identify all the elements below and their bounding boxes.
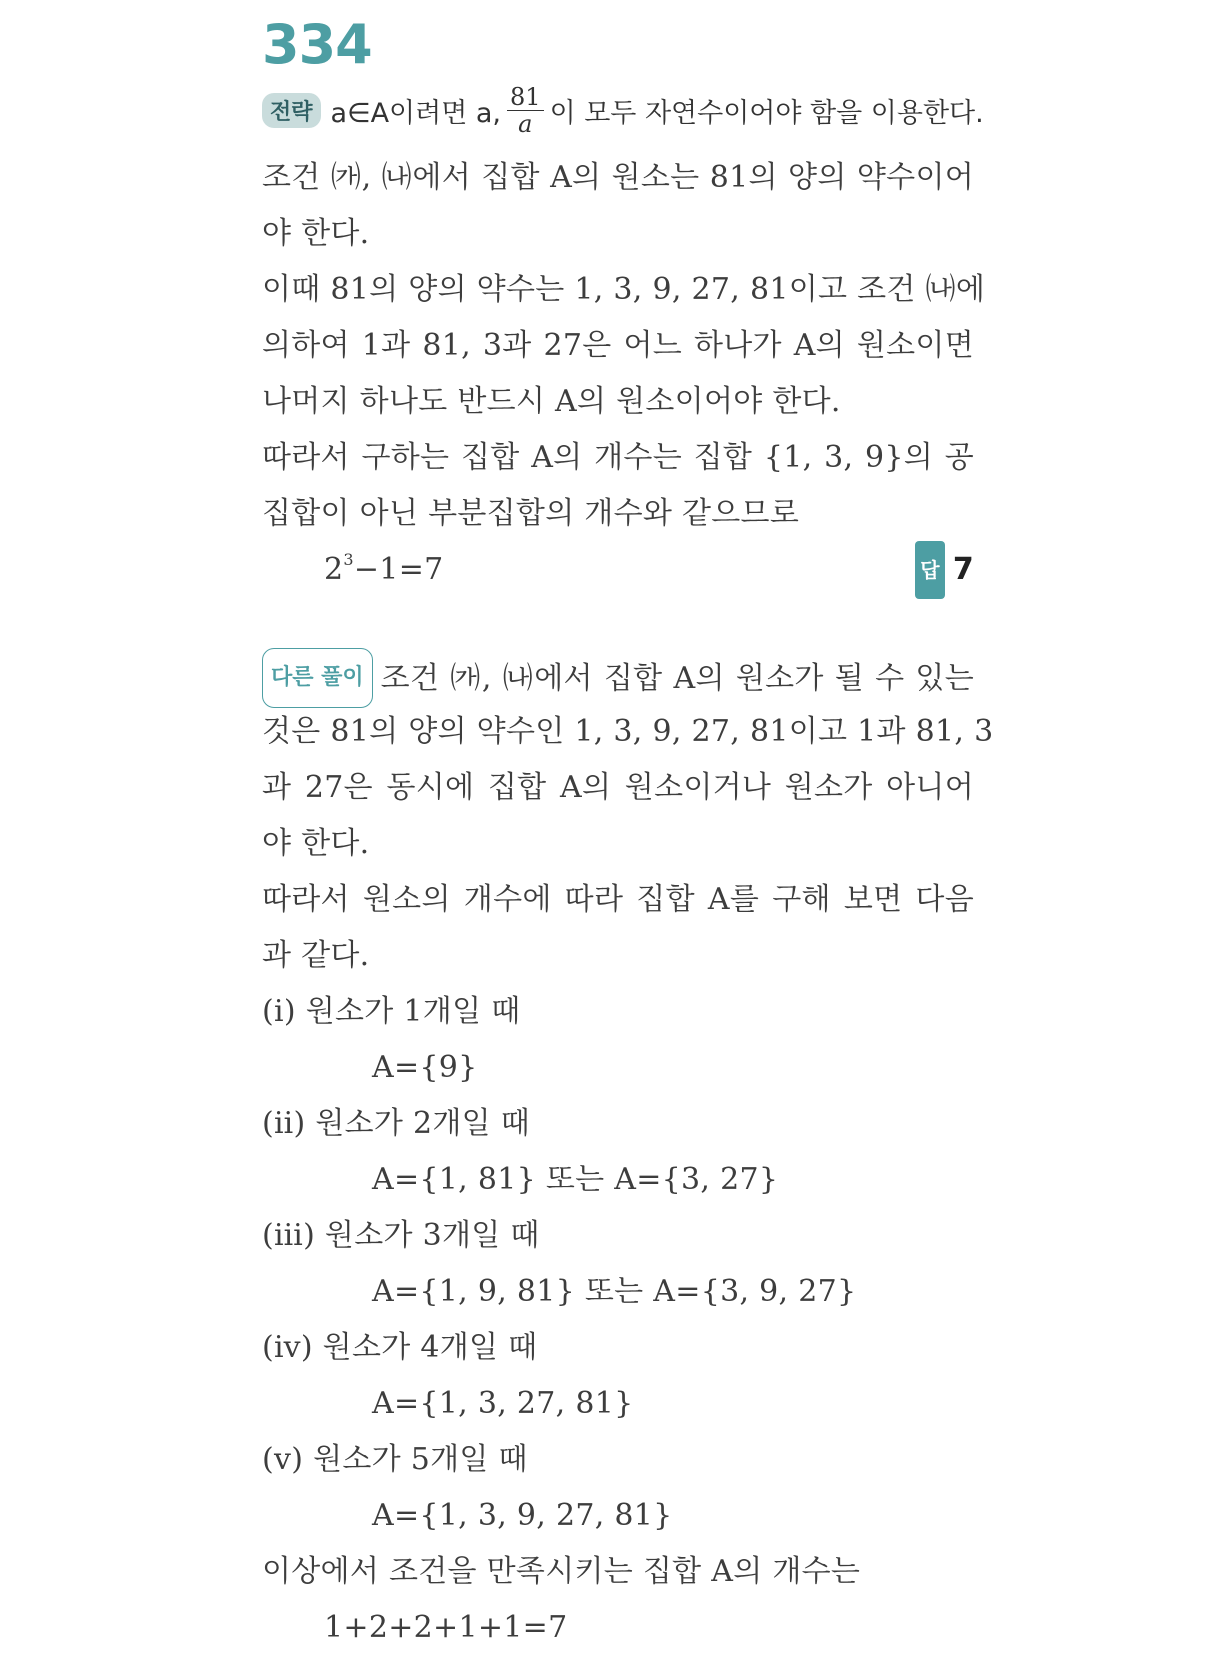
alternative-line: 따라서 원소의 개수에 따라 집합 A를 구해 보면 다음 xyxy=(262,882,974,917)
alternative-first-line xyxy=(262,648,974,704)
case-label: (ⅰ) 원소가 1개일 때 xyxy=(262,994,521,1029)
case-label: (ⅱ) 원소가 2개일 때 xyxy=(262,1106,531,1141)
equation-base: 2 xyxy=(324,552,344,587)
strategy-text-after: 이 모두 자연수이어야 함을 이용한다. xyxy=(549,97,984,129)
alternative-badge: 다른 풀이 xyxy=(262,648,373,708)
solution-line: 따라서 구하는 집합 A의 개수는 집합 {1, 3, 9}의 공 xyxy=(262,440,974,475)
case-label: (ⅳ) 원소가 4개일 때 xyxy=(262,1330,538,1365)
answer-badge: 답 xyxy=(915,541,945,599)
solution-body xyxy=(262,150,986,598)
strategy-row xyxy=(262,78,984,142)
fraction-numerator: 81 xyxy=(507,84,544,111)
solution-page xyxy=(262,0,994,1656)
alternative-line: 과 27은 동시에 집합 A의 원소이거나 원소가 아니어 xyxy=(262,770,974,805)
solution-equation-row xyxy=(262,542,974,598)
strategy-badge: 전략 xyxy=(262,93,321,128)
case-equation: A={1, 81} 또는 A={3, 27} xyxy=(372,1162,779,1197)
alternative-line: 과 같다. xyxy=(262,938,370,973)
strategy-text-before: a∈A이려면 a, xyxy=(330,97,502,129)
problem-number: 334 xyxy=(262,13,372,76)
case-equation: A={9} xyxy=(372,1050,478,1085)
fraction xyxy=(507,84,544,137)
solution-line: 이때 81의 양의 약수는 1, 3, 9, 27, 81이고 조건 ㈏에 xyxy=(262,272,986,307)
solution-line: 야 한다. xyxy=(262,216,370,251)
alternative-line: 야 한다. xyxy=(262,826,370,861)
case-label: (ⅲ) 원소가 3개일 때 xyxy=(262,1218,540,1253)
solution-line: 집합이 아닌 부분집합의 개수와 같으므로 xyxy=(262,496,800,531)
solution-line: 조건 ㈎, ㈏에서 집합 A의 원소는 81의 양의 약수이어 xyxy=(262,160,974,195)
fraction-denominator: a xyxy=(518,109,533,138)
equation-exponent: 3 xyxy=(343,550,354,569)
case-equation: A={1, 3, 27, 81} xyxy=(372,1386,634,1421)
sum-equation: 1+2+2+1+1=7 xyxy=(324,1610,568,1645)
solution-line: 나머지 하나도 반드시 A의 원소이어야 한다. xyxy=(262,384,841,419)
alternative-line: 것은 81의 양의 약수인 1, 3, 9, 27, 81이고 1과 81, 3 xyxy=(262,714,994,749)
case-label: (ⅴ) 원소가 5개일 때 xyxy=(262,1442,528,1477)
solution-equation xyxy=(324,542,444,598)
solution-line: 의하여 1과 81, 3과 27은 어느 하나가 A의 원소이면 xyxy=(262,328,974,363)
alternative-line: 조건 ㈎, ㈏에서 집합 A의 원소가 될 수 있는 xyxy=(380,661,974,696)
conclusion-line: 이상에서 조건을 만족시키는 집합 A의 개수는 xyxy=(262,1554,861,1589)
equation-rest: −1=7 xyxy=(353,552,444,587)
answer-value: 7 xyxy=(952,552,974,587)
case-equation: A={1, 3, 9, 27, 81} xyxy=(372,1498,673,1533)
alternative-solution xyxy=(262,648,994,1656)
case-equation: A={1, 9, 81} 또는 A={3, 9, 27} xyxy=(372,1274,857,1309)
answer xyxy=(915,541,974,599)
